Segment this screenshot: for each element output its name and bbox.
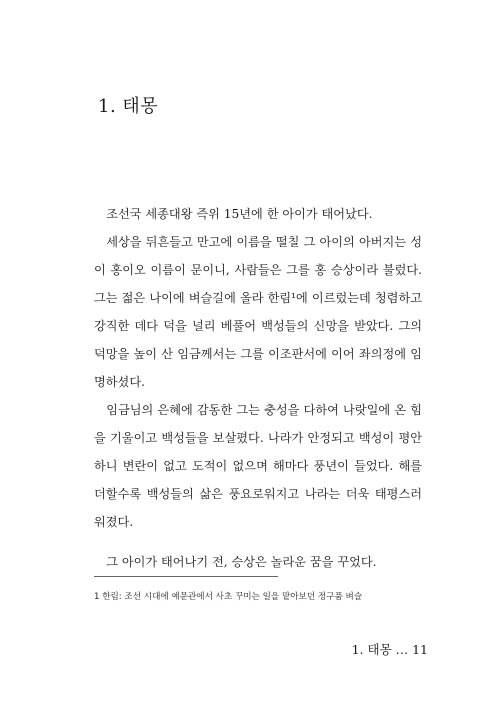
paragraph-4: 그 아이가 태어나기 전, 승상은 놀라운 꿈을 꾸었다. [106, 555, 377, 569]
footnote: 1 한림: 조선 시대에 예문관에서 사초 꾸미는 일을 맡아보던 정구품 벼슬 [94, 592, 363, 602]
paragraph-3: 임금님의 은혜에 감동한 그는 충성을 다하여 나랏일에 온 힘을 기울이고 백성들을 보살폈다. 나라가 안정되고 백성이 평안하니 변란이 없고 도적이 없으며 해마다 풍년이 들었다. 해를 더할수록 백성들의 삶은 풍요로워지고 나라는 더욱 태평스러워졌다. [94, 403, 422, 529]
page-footer: 1. 태몽 … 11 [351, 642, 428, 657]
paragraph-2: 세상을 뒤흔들고 만고에 이름을 떨칠 그 아이의 아버지는 성이 홍이오 이름이 문이니, 사람들은 그를 홍 승상이라 불렀다. 그는 젊은 나이에 벼슬길에 올라 한림¹에 이르렀는데 청렴하고 강직한 데다 덕을 널리 베풀어 백성들의 신망을 받았다. 그의 덕망을 높이 산 임금께서는 그를 이조판서에 이어 좌의정에 임명하셨다. [94, 235, 422, 389]
footnote-divider [94, 576, 278, 577]
chapter-title: 1. 태몽 [98, 96, 159, 117]
paragraph-1: 조선국 세종대왕 즉위 15년에 한 아이가 태어났다. [106, 207, 373, 221]
body-text [94, 200, 422, 576]
